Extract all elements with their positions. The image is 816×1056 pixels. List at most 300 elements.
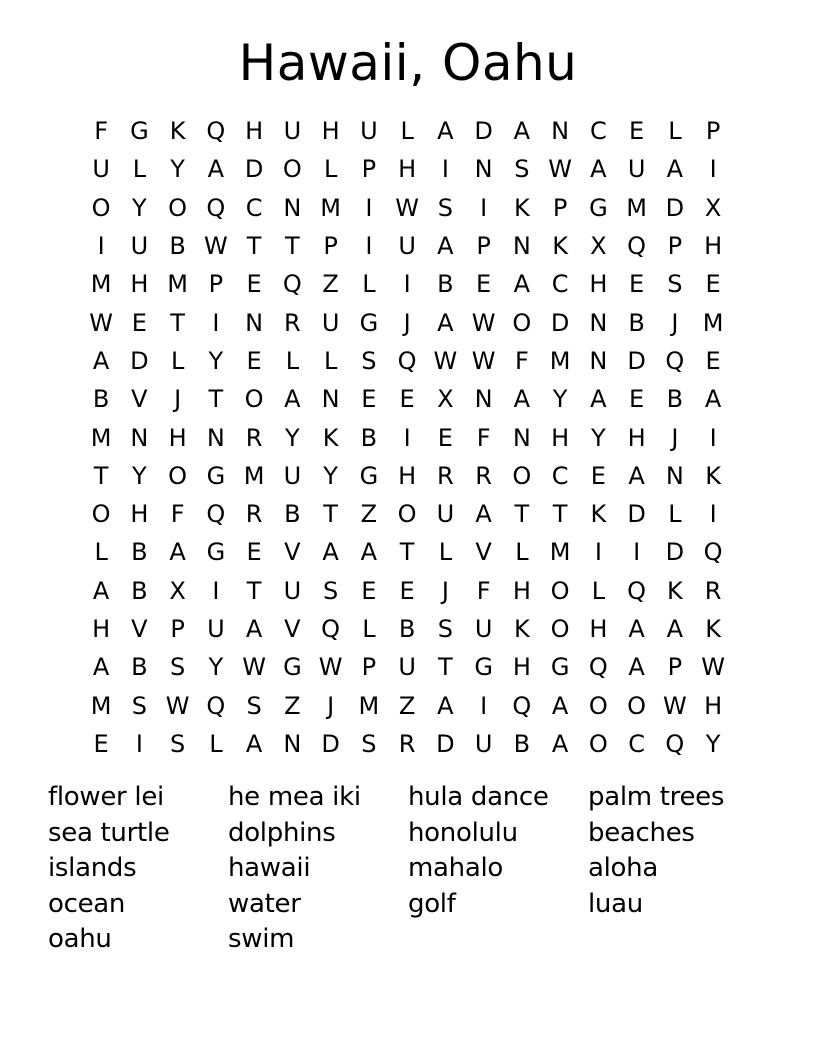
grid-letter: X — [590, 232, 607, 261]
grid-letter: F — [476, 423, 491, 452]
word-list-item: ocean — [48, 888, 126, 919]
grid-letter: B — [131, 538, 148, 567]
grid-letter: H — [627, 423, 646, 452]
grid-letter: R — [245, 423, 263, 452]
grid-letter: L — [515, 538, 529, 567]
grid-letter: I — [709, 500, 717, 529]
grid-letter: S — [323, 576, 339, 605]
grid-letter: E — [399, 576, 415, 605]
grid-letter: A — [360, 538, 378, 567]
grid-letter: O — [91, 500, 111, 529]
grid-letter: N — [283, 193, 302, 222]
grid-letter: A — [590, 155, 607, 184]
grid-letter: Q — [206, 117, 226, 146]
grid-letter: E — [590, 461, 606, 490]
grid-letter: E — [437, 423, 453, 452]
word-list-item: palm trees — [588, 782, 725, 812]
grid-letter: O — [588, 691, 608, 720]
grid-letter: V — [284, 538, 301, 567]
grid-letter: D — [436, 729, 455, 758]
grid-letter: C — [551, 461, 569, 490]
grid-letter: S — [361, 346, 377, 375]
grid-letter: U — [474, 729, 493, 758]
grid-letter: Q — [703, 538, 723, 567]
grid-letter: N — [589, 346, 608, 375]
grid-letter: M — [626, 193, 647, 222]
grid-letter: B — [284, 500, 301, 529]
grid-letter: C — [628, 729, 645, 758]
grid-letter: Q — [627, 232, 647, 261]
grid-letter: V — [284, 615, 301, 643]
grid-letter: Y — [132, 461, 147, 490]
grid-letter: R — [704, 576, 722, 605]
word-list-item: luau — [588, 888, 643, 919]
grid-letter: Y — [705, 729, 721, 758]
grid-letter: E — [246, 346, 262, 375]
grid-letter: O — [282, 155, 302, 184]
grid-letter: Z — [322, 270, 339, 299]
grid-letter: P — [170, 615, 185, 643]
grid-letter: Q — [321, 615, 341, 643]
grid-letter: C — [245, 193, 263, 222]
grid-letter: Y — [208, 346, 224, 375]
grid-letter: G — [589, 193, 608, 222]
grid-letter: A — [513, 117, 531, 146]
grid-letter: U — [92, 155, 110, 184]
grid-letter: P — [323, 232, 338, 261]
grid-letter: N — [665, 461, 684, 490]
grid-letter: O — [550, 576, 570, 605]
grid-letter: H — [589, 270, 608, 299]
grid-letter: O — [168, 461, 188, 490]
grid-letter: J — [671, 308, 679, 337]
grid-letter: W — [318, 653, 343, 682]
grid-letter: E — [705, 346, 721, 375]
grid-letter: N — [283, 729, 302, 758]
grid-letter: U — [207, 615, 225, 643]
grid-letter: A — [437, 117, 454, 146]
grid-letter: E — [476, 270, 492, 299]
grid-letter: T — [208, 385, 224, 414]
grid-letter: D — [550, 308, 570, 337]
grid-letter: W — [663, 691, 687, 720]
grid-letter: T — [285, 232, 300, 261]
grid-letter: T — [438, 653, 453, 682]
grid-letter: H — [398, 461, 417, 490]
grid-letter: T — [552, 500, 568, 529]
grid-letter: B — [666, 385, 684, 414]
grid-letter: A — [666, 615, 684, 643]
grid-letter: P — [705, 117, 721, 146]
grid-letter: I — [480, 691, 488, 720]
grid-letter: U — [398, 653, 416, 682]
grid-letter: N — [512, 423, 531, 452]
grid-letter: W — [471, 308, 496, 337]
grid-letter: A — [207, 155, 225, 184]
grid-letter: D — [244, 155, 264, 184]
grid-letter: W — [204, 232, 228, 261]
grid-letter: E — [361, 385, 377, 414]
grid-letter: Y — [323, 461, 338, 490]
grid-letter: S — [667, 270, 683, 299]
grid-letter: I — [212, 308, 220, 337]
grid-letter: A — [666, 155, 684, 184]
grid-letter: H — [551, 423, 570, 452]
grid-letter: L — [170, 346, 185, 375]
grid-letter: A — [245, 615, 263, 643]
grid-letter: F — [170, 500, 185, 529]
grid-letter: B — [628, 308, 645, 337]
grid-letter: A — [92, 653, 110, 682]
grid-letter: Y — [552, 385, 568, 414]
grid-letter: L — [400, 117, 414, 146]
grid-letter: U — [321, 308, 340, 337]
grid-letter: P — [208, 270, 224, 299]
grid-letter: D — [665, 538, 685, 567]
grid-letter: H — [321, 117, 340, 146]
word-list-item: beaches — [588, 817, 695, 848]
grid-letter: Q — [282, 270, 302, 299]
grid-letter: M — [90, 423, 112, 452]
grid-letter: O — [91, 193, 111, 222]
grid-letter: A — [284, 385, 301, 414]
grid-letter: P — [552, 193, 568, 222]
grid-letter: Y — [170, 155, 185, 184]
word-list-item: hula dance — [408, 782, 549, 812]
word-list-item: he mea iki — [228, 782, 361, 812]
grid-letter: Q — [588, 653, 608, 682]
grid-letter: P — [667, 232, 683, 261]
grid-letter: D — [627, 346, 646, 375]
grid-letter: W — [165, 691, 190, 720]
grid-letter: P — [667, 653, 683, 682]
grid-letter: D — [627, 500, 646, 529]
grid-letter: S — [170, 729, 186, 758]
grid-letter: O — [550, 615, 570, 643]
grid-letter: S — [437, 615, 453, 643]
grid-letter: P — [361, 653, 377, 682]
grid-letter: I — [97, 232, 105, 261]
grid-letter: J — [403, 308, 411, 337]
grid-letter: Q — [665, 729, 685, 758]
grid-letter: I — [709, 155, 717, 184]
grid-letter: O — [588, 729, 608, 758]
grid-letter: Y — [591, 423, 606, 452]
word-list-item: islands — [48, 853, 137, 883]
grid-letter: O — [168, 193, 188, 222]
grid-letter: M — [549, 538, 571, 567]
grid-letter: L — [323, 155, 338, 184]
word-list-item: golf — [408, 888, 456, 919]
grid-letter: U — [360, 117, 378, 146]
grid-letter: Q — [665, 346, 685, 375]
grid-letter: X — [169, 576, 186, 605]
grid-letter: E — [629, 385, 645, 414]
grid-letter: R — [437, 461, 454, 490]
grid-letter: S — [246, 691, 262, 720]
grid-letter: U — [130, 232, 149, 261]
grid-letter: G — [550, 653, 570, 682]
grid-letter: B — [169, 232, 186, 261]
grid-letter: W — [548, 155, 572, 184]
grid-letter: N — [130, 423, 149, 452]
grid-letter: P — [476, 232, 491, 261]
word-list-item — [588, 922, 768, 958]
grid-letter: K — [705, 615, 721, 643]
grid-letter: H — [92, 615, 111, 643]
page-title: Hawaii, Oahu — [238, 34, 578, 92]
grid-letter: L — [362, 615, 376, 643]
grid-letter: Q — [206, 500, 226, 529]
word-list — [48, 780, 778, 958]
grid-letter: E — [131, 308, 147, 337]
word-list-item: dolphins — [228, 817, 336, 848]
grid-letter: C — [551, 270, 569, 299]
grid-letter: A — [169, 538, 186, 567]
grid-letter: H — [704, 232, 723, 261]
grid-letter: B — [437, 270, 454, 299]
grid-letter: W — [471, 346, 496, 375]
grid-letter: J — [174, 385, 182, 414]
grid-letter: Q — [512, 691, 532, 720]
grid-letter: M — [167, 270, 188, 299]
grid-letter: A — [245, 729, 263, 758]
grid-letter: H — [130, 500, 149, 529]
grid-letter: N — [321, 385, 340, 414]
grid-letter: U — [283, 117, 302, 146]
grid-letter: S — [514, 155, 530, 184]
grid-letter: R — [398, 729, 416, 758]
grid-letter: W — [395, 193, 419, 222]
grid-letter: N — [474, 155, 493, 184]
grid-letter: E — [246, 270, 262, 299]
grid-letter: M — [549, 346, 571, 375]
word-list-item — [408, 922, 588, 958]
grid-letter: Z — [360, 500, 378, 529]
grid-letter: M — [90, 270, 112, 299]
grid-letter: L — [362, 270, 376, 299]
grid-letter: B — [92, 385, 110, 414]
grid-letter: E — [629, 270, 645, 299]
grid-letter: U — [436, 500, 455, 529]
grid-letter: G — [283, 653, 302, 682]
grid-letter: A — [92, 346, 110, 375]
grid-letter: E — [399, 385, 415, 414]
grid-letter: I — [403, 423, 411, 452]
word-list-item: swim — [228, 924, 295, 954]
grid-letter: L — [132, 155, 147, 184]
grid-letter: W — [433, 346, 458, 375]
grid-letter: K — [322, 423, 339, 452]
grid-letter: M — [320, 193, 341, 222]
grid-letter: O — [512, 308, 532, 337]
grid-letter: U — [627, 155, 646, 184]
grid-letter: O — [244, 385, 264, 414]
grid-letter: I — [480, 193, 488, 222]
grid-letter: M — [243, 461, 265, 490]
grid-letter: G — [206, 461, 226, 490]
grid-letter: T — [170, 308, 185, 337]
grid-letter: B — [513, 729, 531, 758]
grid-letter: H — [512, 576, 531, 605]
grid-letter: K — [705, 461, 721, 490]
grid-letter: O — [512, 461, 532, 490]
grid-letter: W — [242, 653, 266, 682]
grid-letter: U — [283, 461, 302, 490]
grid-letter: L — [285, 346, 300, 375]
grid-letter: U — [474, 615, 493, 643]
word-list-item: mahalo — [408, 853, 504, 883]
grid-letter: W — [701, 653, 725, 682]
grid-letter: R — [284, 308, 301, 337]
grid-letter: F — [94, 117, 109, 146]
grid-letter: L — [94, 538, 108, 567]
grid-letter: H — [130, 270, 149, 299]
grid-letter: I — [135, 729, 143, 758]
grid-letter: S — [361, 729, 377, 758]
grid-letter: E — [629, 117, 645, 146]
grid-letter: W — [89, 308, 113, 337]
grid-letter: S — [131, 691, 147, 720]
grid-letter: I — [212, 576, 220, 605]
grid-letter: K — [552, 232, 568, 261]
grid-letter: A — [92, 576, 110, 605]
grid-letter: M — [702, 308, 724, 337]
grid-letter: Y — [208, 653, 224, 682]
grid-letter: T — [399, 538, 415, 567]
grid-letter: Q — [627, 576, 647, 605]
grid-letter: X — [437, 385, 454, 414]
grid-letter: I — [365, 193, 373, 222]
grid-letter: F — [476, 576, 491, 605]
grid-letter: E — [705, 270, 721, 299]
grid-letter: V — [475, 538, 492, 567]
word-list-item: aloha — [588, 853, 658, 883]
grid-letter: S — [437, 193, 453, 222]
grid-letter: B — [131, 653, 148, 682]
grid-letter: K — [590, 500, 607, 529]
grid-letter: D — [665, 193, 685, 222]
grid-letter: T — [514, 500, 530, 529]
grid-letter: G — [474, 653, 493, 682]
grid-letter: A — [475, 500, 492, 529]
grid-letter: E — [361, 576, 377, 605]
grid-letter: L — [209, 729, 223, 758]
grid-letter: N — [551, 117, 570, 146]
grid-letter: B — [360, 423, 378, 452]
grid-letter: N — [589, 308, 608, 337]
grid-letter: M — [90, 691, 112, 720]
grid-letter: B — [131, 576, 148, 605]
grid-letter: Y — [132, 193, 147, 222]
grid-letter: R — [245, 500, 263, 529]
grid-letter: A — [322, 538, 339, 567]
grid-letter: H — [245, 117, 264, 146]
grid-letter: J — [671, 423, 679, 452]
grid-letter: G — [359, 308, 379, 337]
grid-letter: A — [551, 691, 569, 720]
grid-letter: H — [398, 155, 417, 184]
grid-letter: F — [514, 346, 529, 375]
grid-letter: P — [361, 155, 377, 184]
grid-letter: A — [513, 385, 531, 414]
grid-letter: O — [627, 691, 647, 720]
grid-letter: H — [589, 615, 608, 643]
grid-letter: A — [437, 691, 454, 720]
grid-letter: T — [93, 461, 109, 490]
grid-letter: H — [704, 691, 723, 720]
grid-letter: Q — [206, 691, 226, 720]
word-list-item: flower lei — [48, 782, 164, 812]
grid-letter: I — [709, 423, 717, 452]
grid-letter: V — [131, 615, 148, 643]
grid-letter: A — [628, 653, 645, 682]
grid-letter: A — [628, 615, 645, 643]
grid-letter: K — [514, 193, 530, 222]
grid-letter: L — [323, 346, 338, 375]
grid-letter: A — [628, 461, 645, 490]
grid-letter: K — [514, 615, 530, 643]
grid-letter: T — [246, 232, 262, 261]
grid-letter: I — [365, 232, 373, 261]
grid-letter: L — [668, 117, 682, 146]
grid-letter: Q — [397, 346, 417, 375]
grid-letter: I — [441, 155, 449, 184]
grid-letter: A — [513, 270, 531, 299]
grid-letter: G — [130, 117, 149, 146]
grid-letter: U — [398, 232, 416, 261]
grid-letter: N — [206, 423, 225, 452]
grid-letter: A — [437, 232, 454, 261]
grid-letter: E — [246, 538, 262, 567]
word-list-item: oahu — [48, 924, 112, 954]
grid-letter: D — [321, 729, 340, 758]
grid-letter: J — [327, 691, 335, 720]
grid-letter: U — [283, 576, 302, 605]
word-list-item: honolulu — [408, 817, 518, 848]
grid-letter: O — [397, 500, 417, 529]
grid-letter: Z — [398, 691, 416, 720]
grid-letter: Z — [284, 691, 301, 720]
grid-letter: N — [245, 308, 264, 337]
grid-letter: D — [130, 346, 149, 375]
grid-letter: X — [704, 193, 722, 222]
grid-letter: H — [168, 423, 187, 452]
grid-letter: A — [551, 729, 569, 758]
grid-letter: I — [403, 270, 411, 299]
grid-letter: S — [170, 653, 186, 682]
grid-letter: L — [591, 576, 606, 605]
word-list-item: water — [228, 888, 301, 919]
grid-letter: T — [323, 500, 338, 529]
letter-grid — [82, 112, 732, 763]
grid-letter: C — [589, 117, 607, 146]
grid-letter: T — [246, 576, 262, 605]
grid-letter: K — [169, 117, 186, 146]
grid-letter: I — [594, 538, 602, 567]
grid-letter: H — [512, 653, 531, 682]
grid-letter: B — [398, 615, 416, 643]
grid-letter: L — [668, 500, 682, 529]
grid-letter: A — [590, 385, 607, 414]
word-list-item: hawaii — [228, 853, 311, 883]
word-list-item: sea turtle — [48, 817, 170, 848]
grid-letter: Y — [285, 423, 300, 452]
grid-letter: A — [704, 385, 722, 414]
grid-letter: G — [359, 461, 379, 490]
grid-letter: V — [131, 385, 148, 414]
grid-letter: G — [206, 538, 226, 567]
